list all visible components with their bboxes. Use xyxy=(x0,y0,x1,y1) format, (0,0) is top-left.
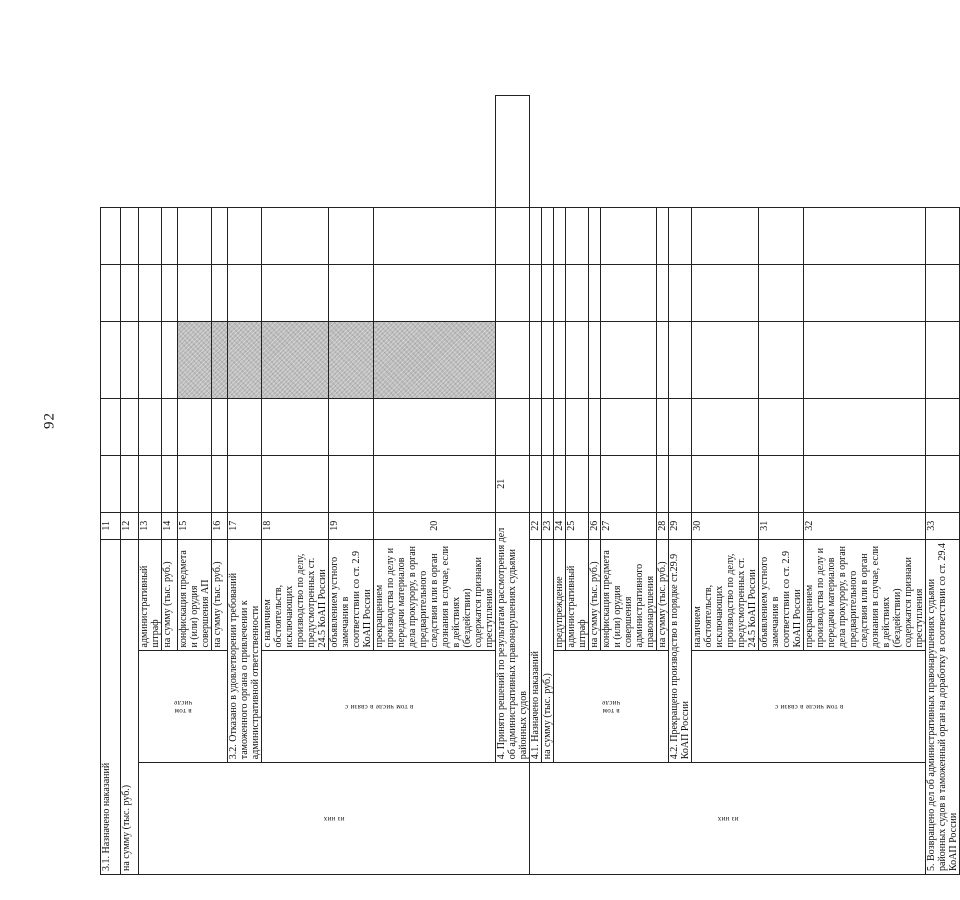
table-row xyxy=(262,96,329,875)
data-cell[interactable] xyxy=(374,264,496,321)
data-cell[interactable] xyxy=(589,207,601,264)
data-cell[interactable] xyxy=(589,321,601,398)
shaded-cell xyxy=(262,321,329,398)
group-label-v-tom-chisle-v-svyazi: в том числе в связи с xyxy=(262,651,496,763)
data-cell[interactable] xyxy=(329,207,374,264)
group-label-v-tom-chisle: в том числе xyxy=(554,651,669,763)
data-cell[interactable] xyxy=(530,398,542,455)
row-number: 33 xyxy=(926,512,960,539)
data-cell[interactable] xyxy=(669,321,692,398)
data-cell[interactable] xyxy=(101,398,121,455)
data-cell[interactable] xyxy=(669,207,692,264)
data-cell[interactable] xyxy=(589,398,601,455)
row-label: конфискация предмета и (или) орудия совершения административного правонарушения xyxy=(601,539,657,651)
data-cell[interactable] xyxy=(228,207,262,264)
row-label: административный штраф xyxy=(566,539,589,651)
row-number: 25 xyxy=(566,512,589,539)
data-cell[interactable] xyxy=(566,455,589,512)
row-number: 23 xyxy=(542,512,554,539)
data-cell[interactable] xyxy=(162,321,178,398)
row-label: конфискация предмета и (или) орудия совершения АП xyxy=(178,539,212,651)
row-label: наличием обстоятельств, исключающих производство по делу, предусмотренных ст. 24.5 КоАП России xyxy=(692,539,759,651)
data-cell[interactable] xyxy=(554,264,566,321)
row-label: 3.1. Назначено наказаний xyxy=(101,539,121,874)
data-cell[interactable] xyxy=(496,96,530,208)
row-number: 31 xyxy=(759,512,804,539)
data-cell[interactable] xyxy=(212,207,228,264)
row-number: 14 xyxy=(162,512,178,539)
data-cell[interactable] xyxy=(554,398,566,455)
row-label: объявлением устного замечания в соответствии со ст. 2.9 КоАП России xyxy=(759,539,804,651)
row-number: 30 xyxy=(692,512,759,539)
group-label-iz-nikh: из них xyxy=(530,763,926,875)
data-cell[interactable] xyxy=(804,264,926,321)
data-cell[interactable] xyxy=(212,455,228,512)
data-cell[interactable] xyxy=(262,264,329,321)
data-cell[interactable] xyxy=(692,455,759,512)
data-cell[interactable] xyxy=(759,398,804,455)
data-cell[interactable] xyxy=(162,455,178,512)
data-cell[interactable] xyxy=(496,398,530,455)
data-cell[interactable] xyxy=(178,207,212,264)
data-cell[interactable] xyxy=(542,398,554,455)
data-cell[interactable] xyxy=(228,264,262,321)
data-cell[interactable] xyxy=(162,264,178,321)
data-cell[interactable] xyxy=(374,398,496,455)
data-cell[interactable] xyxy=(601,264,657,321)
data-cell[interactable] xyxy=(101,321,121,398)
row-number: 24 xyxy=(554,512,566,539)
table-row xyxy=(121,96,139,875)
data-cell[interactable] xyxy=(926,398,960,455)
data-cell[interactable] xyxy=(101,207,121,264)
row-label: прекращением производства по делу и передачи материалов дела прокурору, в орган предварительного следствия или в орган дознания в случае, если в действиях (бездействии) содержатся признаки преступления xyxy=(804,539,926,651)
table-row xyxy=(228,96,262,875)
row-label: на сумму (тыс. руб.) xyxy=(589,539,601,651)
data-cell[interactable] xyxy=(121,207,139,264)
data-cell[interactable] xyxy=(926,455,960,512)
row-label: 5. Возвращено дел об административных правонарушениях судьями районных судов в таможенный орган на доработку в соответствии со ст. 29.4 КоАП России xyxy=(926,539,960,874)
row-number: 12 xyxy=(121,512,139,539)
data-cell[interactable] xyxy=(759,455,804,512)
table-row xyxy=(926,96,960,875)
data-cell[interactable] xyxy=(554,455,566,512)
data-cell[interactable] xyxy=(374,455,496,512)
row-number: 22 xyxy=(530,512,542,539)
data-cell[interactable] xyxy=(329,264,374,321)
data-cell[interactable] xyxy=(262,455,329,512)
data-cell[interactable] xyxy=(759,207,804,264)
data-cell[interactable] xyxy=(212,264,228,321)
data-cell[interactable] xyxy=(926,321,960,398)
statistics-table xyxy=(100,95,960,875)
row-number: 26 xyxy=(589,512,601,539)
row-label: объявлением устного замечания в соответствии со ст. 2.9 КоАП России xyxy=(329,539,374,651)
data-cell[interactable] xyxy=(566,264,589,321)
table-row xyxy=(669,96,692,875)
data-cell[interactable] xyxy=(496,321,530,398)
row-label: административный штраф xyxy=(139,539,162,651)
data-cell[interactable] xyxy=(162,398,178,455)
data-cell[interactable] xyxy=(530,455,542,512)
group-label-v-tom-chisle-v-svyazi: в том числе в связи с xyxy=(692,651,926,763)
data-cell[interactable] xyxy=(121,321,139,398)
data-cell[interactable] xyxy=(601,455,657,512)
data-cell[interactable] xyxy=(262,398,329,455)
data-cell[interactable] xyxy=(228,455,262,512)
shaded-cell xyxy=(178,321,212,398)
data-cell[interactable] xyxy=(669,264,692,321)
row-label: на сумму (тыс. руб.) xyxy=(121,539,139,874)
data-cell[interactable] xyxy=(496,264,530,321)
shaded-cell xyxy=(228,321,262,398)
data-cell[interactable] xyxy=(542,264,554,321)
data-cell[interactable] xyxy=(530,321,542,398)
group-label-iz-nikh: из них xyxy=(139,763,530,875)
data-cell[interactable] xyxy=(759,264,804,321)
data-cell[interactable] xyxy=(566,321,589,398)
page-number: 92 xyxy=(41,412,58,429)
row-label: на сумму (тыс. руб.) xyxy=(542,539,554,763)
data-cell[interactable] xyxy=(657,398,669,455)
row-number: 21 xyxy=(496,455,530,512)
data-cell[interactable] xyxy=(121,398,139,455)
data-cell[interactable] xyxy=(657,264,669,321)
shaded-cell xyxy=(212,321,228,398)
shaded-cell xyxy=(329,321,374,398)
data-cell[interactable] xyxy=(657,321,669,398)
data-cell[interactable] xyxy=(926,207,960,264)
row-number: 17 xyxy=(228,512,262,539)
data-cell[interactable] xyxy=(657,207,669,264)
data-cell[interactable] xyxy=(669,455,692,512)
data-cell[interactable] xyxy=(759,321,804,398)
row-label: 3.2. Отказано в удовлетворении требований таможенного органа о привлечении к административной ответственности xyxy=(228,539,262,763)
row-label: на сумму (тыс. руб.) xyxy=(657,539,669,651)
data-cell[interactable] xyxy=(530,264,542,321)
row-number: 15 xyxy=(178,512,212,539)
data-cell[interactable] xyxy=(554,207,566,264)
data-cell[interactable] xyxy=(692,398,759,455)
data-cell[interactable] xyxy=(162,207,178,264)
form-table-rotated xyxy=(100,95,959,875)
data-cell[interactable] xyxy=(601,398,657,455)
data-cell[interactable] xyxy=(178,398,212,455)
table-row xyxy=(101,96,121,875)
data-cell[interactable] xyxy=(692,321,759,398)
data-cell[interactable] xyxy=(374,207,496,264)
data-cell[interactable] xyxy=(589,264,601,321)
row-label: прекращением производства по делу и передачи материалов дела прокурору, в орган предварительного следствия или в орган дознания в случае, если в действиях (бездействии) содержатся признаки преступления xyxy=(374,539,496,651)
data-cell[interactable] xyxy=(228,398,262,455)
table-row xyxy=(554,96,566,875)
data-cell[interactable] xyxy=(178,455,212,512)
data-cell[interactable] xyxy=(139,321,162,398)
data-cell[interactable] xyxy=(566,398,589,455)
row-label: предупреждение xyxy=(554,539,566,651)
shaded-cell xyxy=(374,321,496,398)
row-number: 11 xyxy=(101,512,121,539)
row-label: с наличием обстоятельств, исключающих производство по делу, предусмотренных ст. 24.5 КоАП России xyxy=(262,539,329,651)
data-cell[interactable] xyxy=(566,207,589,264)
data-cell[interactable] xyxy=(262,207,329,264)
row-label: 4.2. Прекращено производство в порядке ст.29.9 КоАП России xyxy=(669,539,692,763)
row-label: на сумму (тыс. руб.) xyxy=(212,539,228,651)
data-cell[interactable] xyxy=(692,264,759,321)
row-number: 13 xyxy=(139,512,162,539)
data-cell[interactable] xyxy=(542,321,554,398)
row-label: 4.1. Назначено наказаний xyxy=(530,539,542,763)
data-cell[interactable] xyxy=(101,264,121,321)
data-cell[interactable] xyxy=(804,398,926,455)
table-row xyxy=(542,96,554,875)
row-number: 20 xyxy=(374,512,496,539)
data-cell[interactable] xyxy=(178,264,212,321)
data-cell[interactable] xyxy=(212,398,228,455)
row-number: 28 xyxy=(657,512,669,539)
data-cell[interactable] xyxy=(530,207,542,264)
data-cell[interactable] xyxy=(139,264,162,321)
row-number: 27 xyxy=(601,512,657,539)
data-cell[interactable] xyxy=(669,398,692,455)
data-cell[interactable] xyxy=(542,207,554,264)
table-row xyxy=(530,96,542,875)
data-cell[interactable] xyxy=(139,455,162,512)
data-cell[interactable] xyxy=(804,207,926,264)
data-cell[interactable] xyxy=(657,455,669,512)
data-cell[interactable] xyxy=(926,264,960,321)
row-number: 32 xyxy=(804,512,926,539)
row-number: 16 xyxy=(212,512,228,539)
row-number: 29 xyxy=(669,512,692,539)
data-cell[interactable] xyxy=(542,455,554,512)
row-label: на сумму (тыс. руб.) xyxy=(162,539,178,651)
data-cell[interactable] xyxy=(121,264,139,321)
data-cell[interactable] xyxy=(692,207,759,264)
row-number: 18 xyxy=(262,512,329,539)
data-cell[interactable] xyxy=(121,455,139,512)
data-cell[interactable] xyxy=(804,455,926,512)
data-cell[interactable] xyxy=(329,398,374,455)
data-cell[interactable] xyxy=(601,207,657,264)
table-row xyxy=(496,96,530,875)
data-cell[interactable] xyxy=(589,455,601,512)
data-cell[interactable] xyxy=(804,321,926,398)
table-row xyxy=(692,96,759,875)
data-cell[interactable] xyxy=(601,321,657,398)
data-cell[interactable] xyxy=(139,398,162,455)
table-row xyxy=(139,96,162,875)
data-cell[interactable] xyxy=(329,455,374,512)
data-cell[interactable] xyxy=(496,207,530,264)
data-cell[interactable] xyxy=(554,321,566,398)
group-label-v-tom-chisle: в том числе xyxy=(139,651,228,763)
row-number: 19 xyxy=(329,512,374,539)
data-cell[interactable] xyxy=(139,207,162,264)
row-label: 4. Принято решений по результатам рассмотрения дел об административных правонарушениях судьями районных судов xyxy=(496,512,530,763)
data-cell[interactable] xyxy=(101,455,121,512)
